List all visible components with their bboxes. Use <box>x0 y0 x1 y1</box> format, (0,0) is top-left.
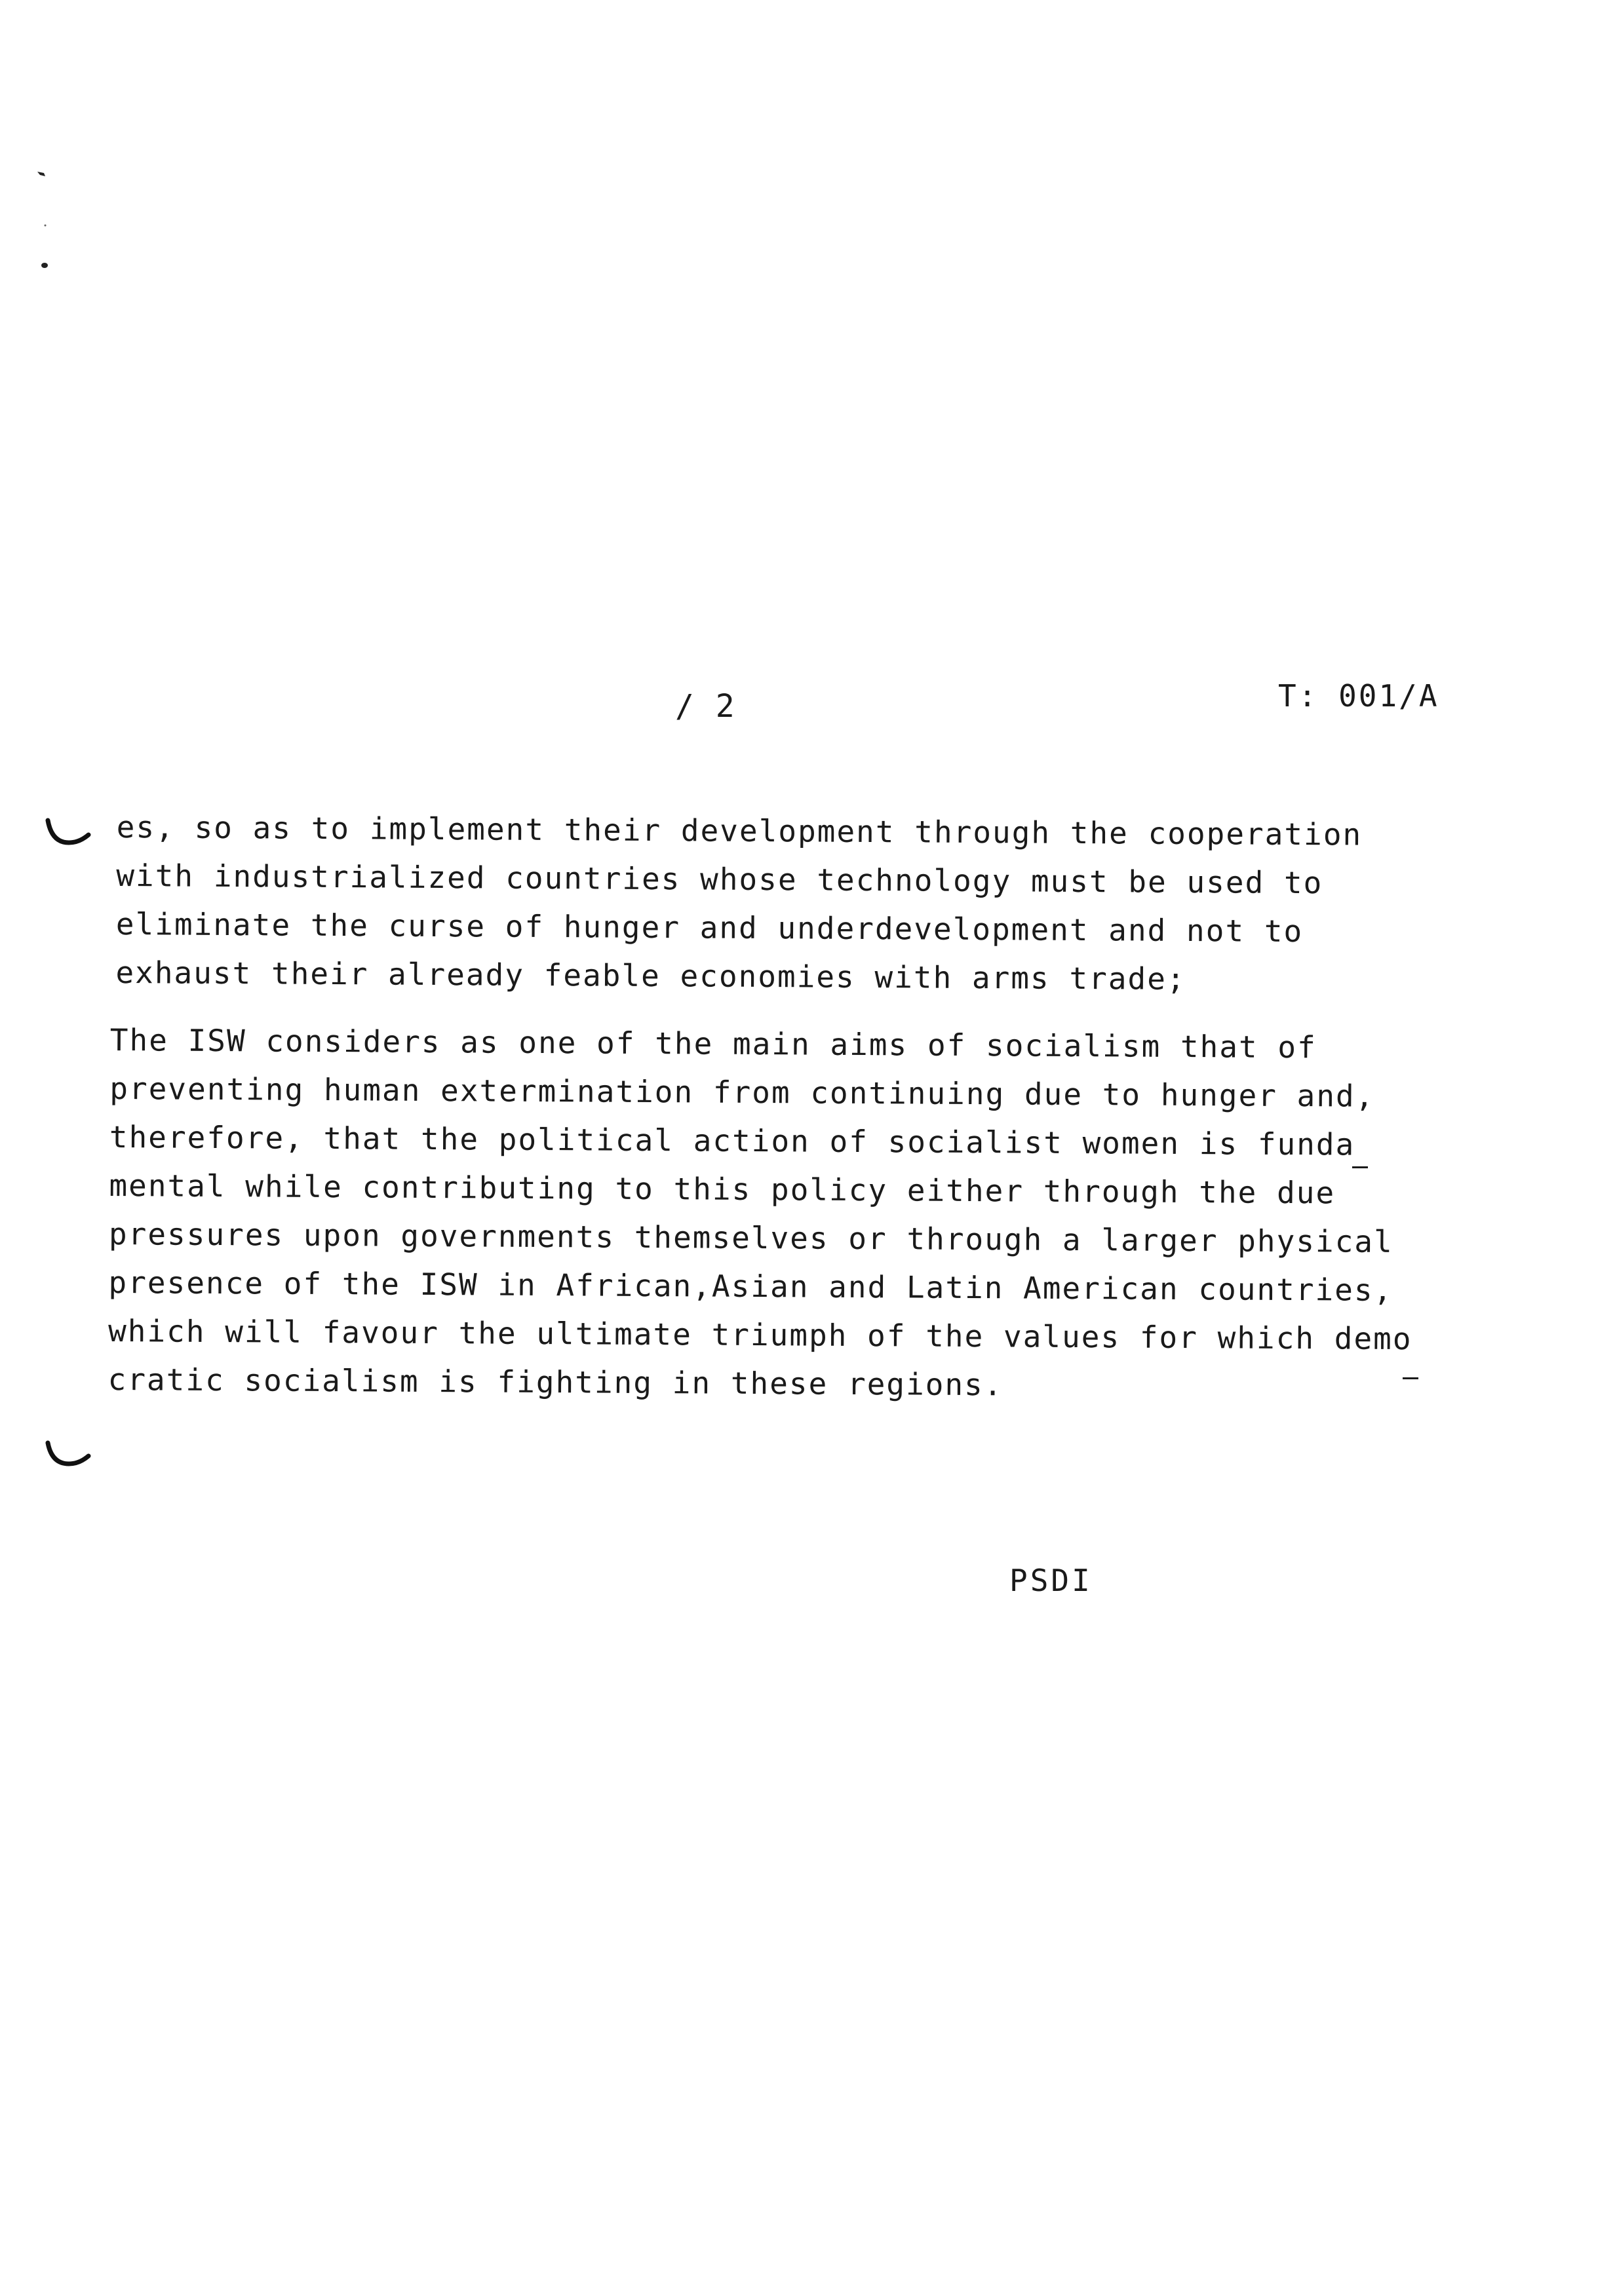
text-line: therefore, that the political action of socialist women is funda <box>109 1119 1355 1162</box>
body-paragraph <box>107 1016 1414 1411</box>
scan-speck <box>36 169 49 178</box>
text-line: exhaust their already feable economies with arms trade; <box>115 954 1186 997</box>
scan-speck <box>43 223 49 228</box>
margin-bracket-mark <box>43 813 95 852</box>
text-line: es, so as to implement their development through the cooperation <box>116 809 1363 852</box>
body-paragraph <box>115 803 1362 1004</box>
text-line: cratic socialism is fighting in these regions. <box>107 1361 1003 1403</box>
text-line: eliminate the curse of hunger and underdevelopment and not to <box>115 906 1304 949</box>
text-line: presence of the ISW in African,Asian and Latin American countries, <box>108 1264 1393 1308</box>
text-line: preventing human extermination from continuing due to hunger and, <box>109 1070 1375 1114</box>
text-line: The ISW considers as one of the main aims of socialism that of <box>109 1022 1317 1065</box>
hyphenation-mark <box>1403 1377 1418 1379</box>
document-reference: T: 001/A <box>1278 678 1439 714</box>
page-number: / 2 <box>675 688 736 725</box>
text-line: pressures upon governments themselves or through a larger physical <box>108 1215 1393 1259</box>
hyphenation-mark <box>1352 1166 1368 1168</box>
text-line: mental while contributing to this policy either through the due <box>109 1167 1336 1211</box>
text-line: which will favour the ultimate triumph of the values for which demo <box>107 1312 1412 1357</box>
scan-speck <box>39 261 50 270</box>
signature-party: PSDI <box>1009 1563 1093 1598</box>
text-line: with industrialized countries whose technology must be used to <box>116 857 1323 901</box>
margin-bracket-mark <box>43 1435 95 1474</box>
